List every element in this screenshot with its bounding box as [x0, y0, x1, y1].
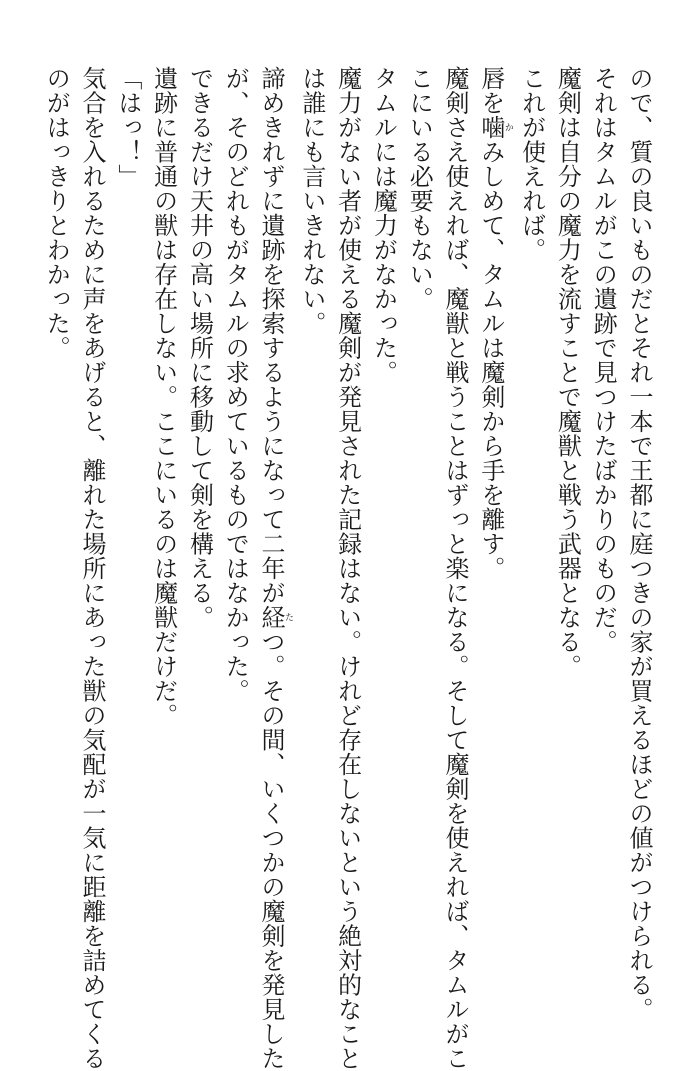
text-segment: 唇を [476, 66, 505, 115]
ruby-word [257, 605, 294, 630]
text-line-with-ruby [472, 66, 513, 966]
text-line: それはタムルがこの遺跡で見つけたばかりのものだ。 [589, 66, 618, 654]
text-line: できるだけ天井の高い場所に移動して剣を構える。 [185, 66, 214, 630]
text-line: こにいる必要もない。 [405, 66, 434, 311]
text-line: が、そのどれもがタムルの求めているものではなかった。 [221, 66, 250, 703]
text-line: 魔剣さえ使えれば、魔獣と戦うことはずっと楽になる。そして魔剣を使えれば、タムルがこ [441, 66, 470, 1071]
text-line: 「はっ！」 [113, 66, 142, 189]
text-line: 気合を入れるために声をあげると、離れた場所にあった獣の気配が一気に距離を詰めてくる [78, 66, 107, 1071]
ruby-base: 噛 [476, 115, 505, 140]
text-line: 魔力がない者が使える魔剣が発見された記録はない。けれど存在しないという絶対的なこと [333, 66, 362, 1071]
text-line: のがはっきりとわかった。 [42, 66, 71, 360]
text-segment: つ。その間、いくつかの魔剣を発見した [257, 629, 286, 1071]
vertical-text-body [42, 66, 656, 1071]
text-segment: みしめて、タムルは魔剣から手を離す。 [476, 139, 505, 581]
text-line: は誰にも言いきれない。 [297, 66, 326, 336]
text-line: 遺跡に普通の獣は存在しない。ここにいるのは魔獣だけだ。 [149, 66, 178, 728]
ruby-word [476, 115, 513, 140]
ruby-reading: か [502, 115, 513, 140]
text-line: ので、質の良いものだとそれ一本で王都に庭つきの家が買えるほどの値がつけられる。 [625, 66, 653, 1022]
ruby-base: 経 [257, 605, 286, 630]
text-line-with-ruby [252, 66, 294, 1071]
ruby-reading: た [283, 605, 294, 630]
text-line: タムルには魔力がなかった。 [369, 66, 398, 385]
text-line: これが使えれば。 [517, 66, 546, 262]
text-segment: 諦めきれずに遺跡を探索するようになって二年が [257, 66, 286, 605]
text-line: 魔剣は自分の魔力を流すことで魔獣と戦う武器となる。 [553, 66, 582, 679]
